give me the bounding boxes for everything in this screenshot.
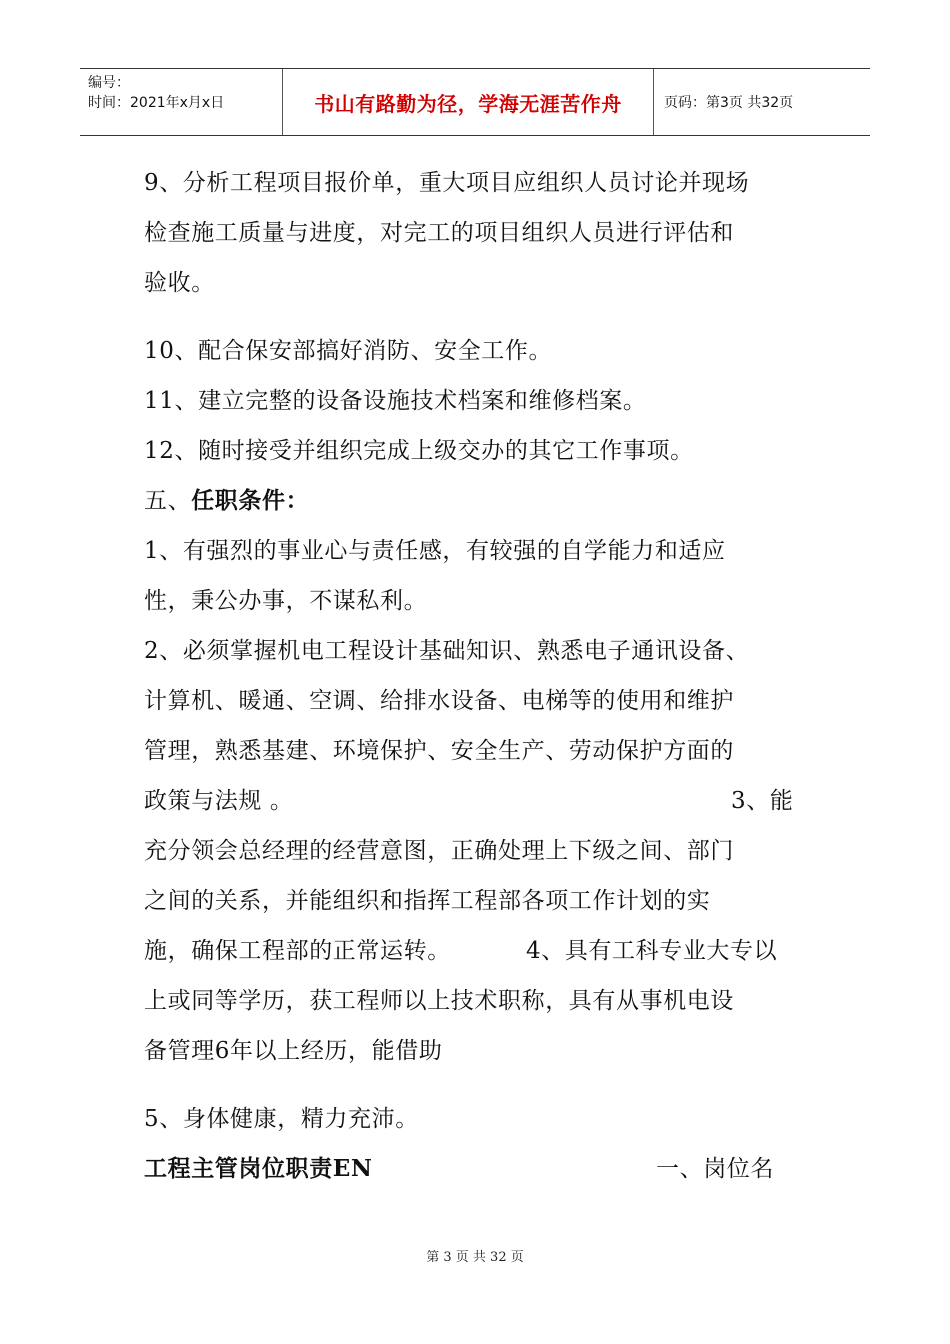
page-header (80, 68, 870, 136)
condition-1-line-2: 性，秉公办事，不谋私利。 (144, 588, 428, 614)
condition-3-line-2: 充分领会总经理的经营意图，正确处理上下级之间、部门 (144, 838, 734, 864)
header-page-info: 页码：第3页 共32页 (664, 95, 794, 111)
condition-2-line-2: 计算机、暖通、空调、给排水设备、电梯等的使用和维护 (144, 688, 734, 714)
section-5-heading (144, 486, 309, 516)
document-number-label: 编号： (88, 75, 130, 91)
condition-2-line-4: 政策与法规 。 (144, 788, 294, 814)
next-section-heading: 一、岗位名 (656, 1156, 774, 1182)
condition-3-line-3: 之间的关系，并能组织和指挥工程部各项工作计划的实 (144, 888, 711, 914)
document-time-label: 时间：2021年x月x日 (88, 95, 225, 111)
header-meta (80, 69, 282, 135)
condition-4-line-3: 备管理6年以上经历，能借助 (144, 1038, 443, 1064)
next-section-title: 工程主管岗位职责EN (144, 1155, 373, 1182)
item-12: 12、随时接受并组织完成上级交办的其它工作事项。 (144, 438, 694, 464)
condition-2-line-3: 管理，熟悉基建、环境保护、安全生产、劳动保护方面的 (144, 738, 734, 764)
item-11: 11、建立完整的设备设施技术档案和维修档案。 (144, 388, 647, 414)
header-motto: 书山有路勤为径，学海无涯苦作舟 (282, 69, 654, 135)
item-9-line-3: 验收。 (144, 270, 215, 296)
condition-2-line-1: 2、必须掌握机电工程设计基础知识、熟悉电子通讯设备、 (144, 638, 750, 664)
condition-4-line-2: 上或同等学历，获工程师以上技术职称，具有从事机电设 (144, 988, 734, 1014)
condition-4-start: 4、具有工科专业大专以 (526, 938, 778, 964)
item-9-line-2: 检查施工质量与进度，对完工的项目组织人员进行评估和 (144, 220, 734, 246)
condition-3-start: 3、能 (731, 788, 794, 814)
condition-3-line-4: 施，确保工程部的正常运转。 (144, 938, 451, 964)
item-10: 10、配合保安部搞好消防、安全工作。 (144, 338, 553, 364)
condition-5: 5、身体健康，精力充沛。 (144, 1106, 419, 1132)
condition-1-line-1: 1、有强烈的事业心与责任感，有较强的自学能力和适应 (144, 538, 726, 564)
section-5-prefix: 五、 (144, 488, 192, 514)
section-5-title: 任职条件： (191, 487, 310, 514)
item-9-line-1: 9、分析工程项目报价单，重大项目应组织人员讨论并现场 (144, 170, 750, 196)
page-footer: 第 3 页 共 32 页 (426, 1250, 524, 1265)
